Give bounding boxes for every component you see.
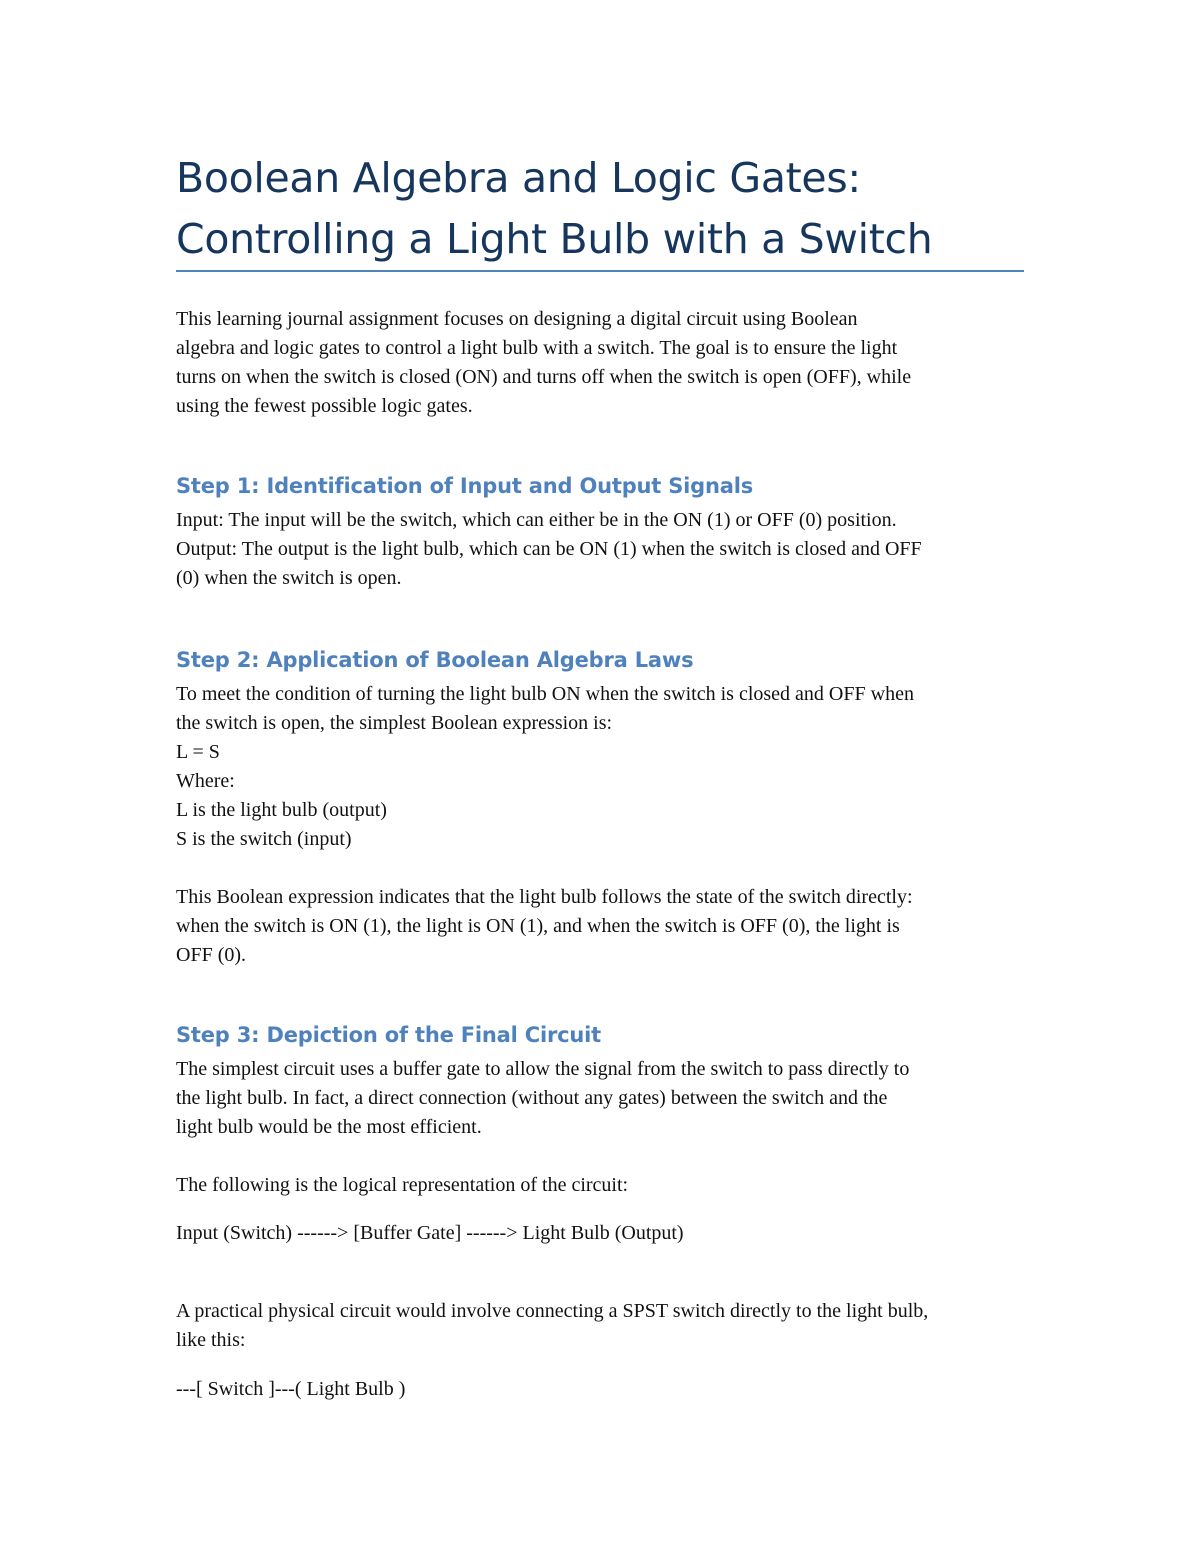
logical-representation bbox=[176, 1219, 1036, 1248]
text-line: the switch is open, the simplest Boolean expression is: bbox=[176, 712, 613, 734]
circuit-diagram-line: ---[ Switch ]---( Light Bulb ) bbox=[176, 1378, 406, 1400]
circuit-representation-line: Input (Switch) ------> [Buffer Gate] ------> Light Bulb (Output) bbox=[176, 1222, 684, 1244]
boolean-expression: L = S bbox=[176, 741, 220, 763]
step1-heading: Step 1: Identification of Input and Output Signals bbox=[176, 474, 754, 498]
text-line: Output: The output is the light bulb, which can be ON (1) when the switch is closed and OFF bbox=[176, 538, 922, 560]
physical-circuit-diagram bbox=[176, 1375, 1036, 1404]
text-line: A practical physical circuit would involve connecting a SPST switch directly to the light bulb, bbox=[176, 1300, 929, 1322]
title-line: Boolean Algebra and Logic Gates: bbox=[176, 154, 861, 202]
text-line: This learning journal assignment focuses on designing a digital circuit using Boolean bbox=[176, 308, 858, 330]
text-line: turns on when the switch is closed (ON) and turns off when the switch is open (OFF), while bbox=[176, 366, 912, 388]
text-line: using the fewest possible logic gates. bbox=[176, 395, 473, 417]
step1-paragraph bbox=[176, 506, 1036, 593]
text-line: the light bulb. In fact, a direct connection (without any gates) between the switch and the bbox=[176, 1087, 888, 1109]
text-line: The following is the logical representation of the circuit: bbox=[176, 1174, 629, 1196]
text-line: This Boolean expression indicates that the light bulb follows the state of the switch directly: bbox=[176, 886, 913, 908]
title-underline bbox=[176, 270, 1024, 272]
text-line: S is the switch (input) bbox=[176, 828, 352, 850]
document-title bbox=[176, 148, 1036, 270]
text-line: (0) when the switch is open. bbox=[176, 567, 402, 589]
text-line: like this: bbox=[176, 1329, 246, 1351]
text-line: L is the light bulb (output) bbox=[176, 799, 387, 821]
text-line: light bulb would be the most efficient. bbox=[176, 1116, 482, 1138]
step3-heading: Step 3: Depiction of the Final Circuit bbox=[176, 1023, 601, 1047]
text-line: when the switch is ON (1), the light is ON (1), and when the switch is OFF (0), the light is bbox=[176, 915, 900, 937]
title-line: Controlling a Light Bulb with a Switch bbox=[176, 215, 933, 263]
step2-paragraph bbox=[176, 680, 1036, 854]
text-line: algebra and logic gates to control a light bulb with a switch. The goal is to ensure the light bbox=[176, 337, 898, 359]
step2-explanation bbox=[176, 883, 1036, 970]
step3-paragraph bbox=[176, 1055, 1036, 1142]
representation-intro bbox=[176, 1171, 1036, 1200]
text-line: The simplest circuit uses a buffer gate to allow the signal from the switch to pass directly to bbox=[176, 1058, 910, 1080]
text-line: Where: bbox=[176, 770, 235, 792]
step2-heading: Step 2: Application of Boolean Algebra Laws bbox=[176, 648, 694, 672]
physical-circuit-paragraph bbox=[176, 1297, 1036, 1355]
intro-paragraph bbox=[176, 305, 1036, 421]
text-line: Input: The input will be the switch, which can either be in the ON (1) or OFF (0) position. bbox=[176, 509, 897, 531]
text-line: To meet the condition of turning the light bulb ON when the switch is closed and OFF when bbox=[176, 683, 914, 705]
text-line: OFF (0). bbox=[176, 944, 247, 966]
